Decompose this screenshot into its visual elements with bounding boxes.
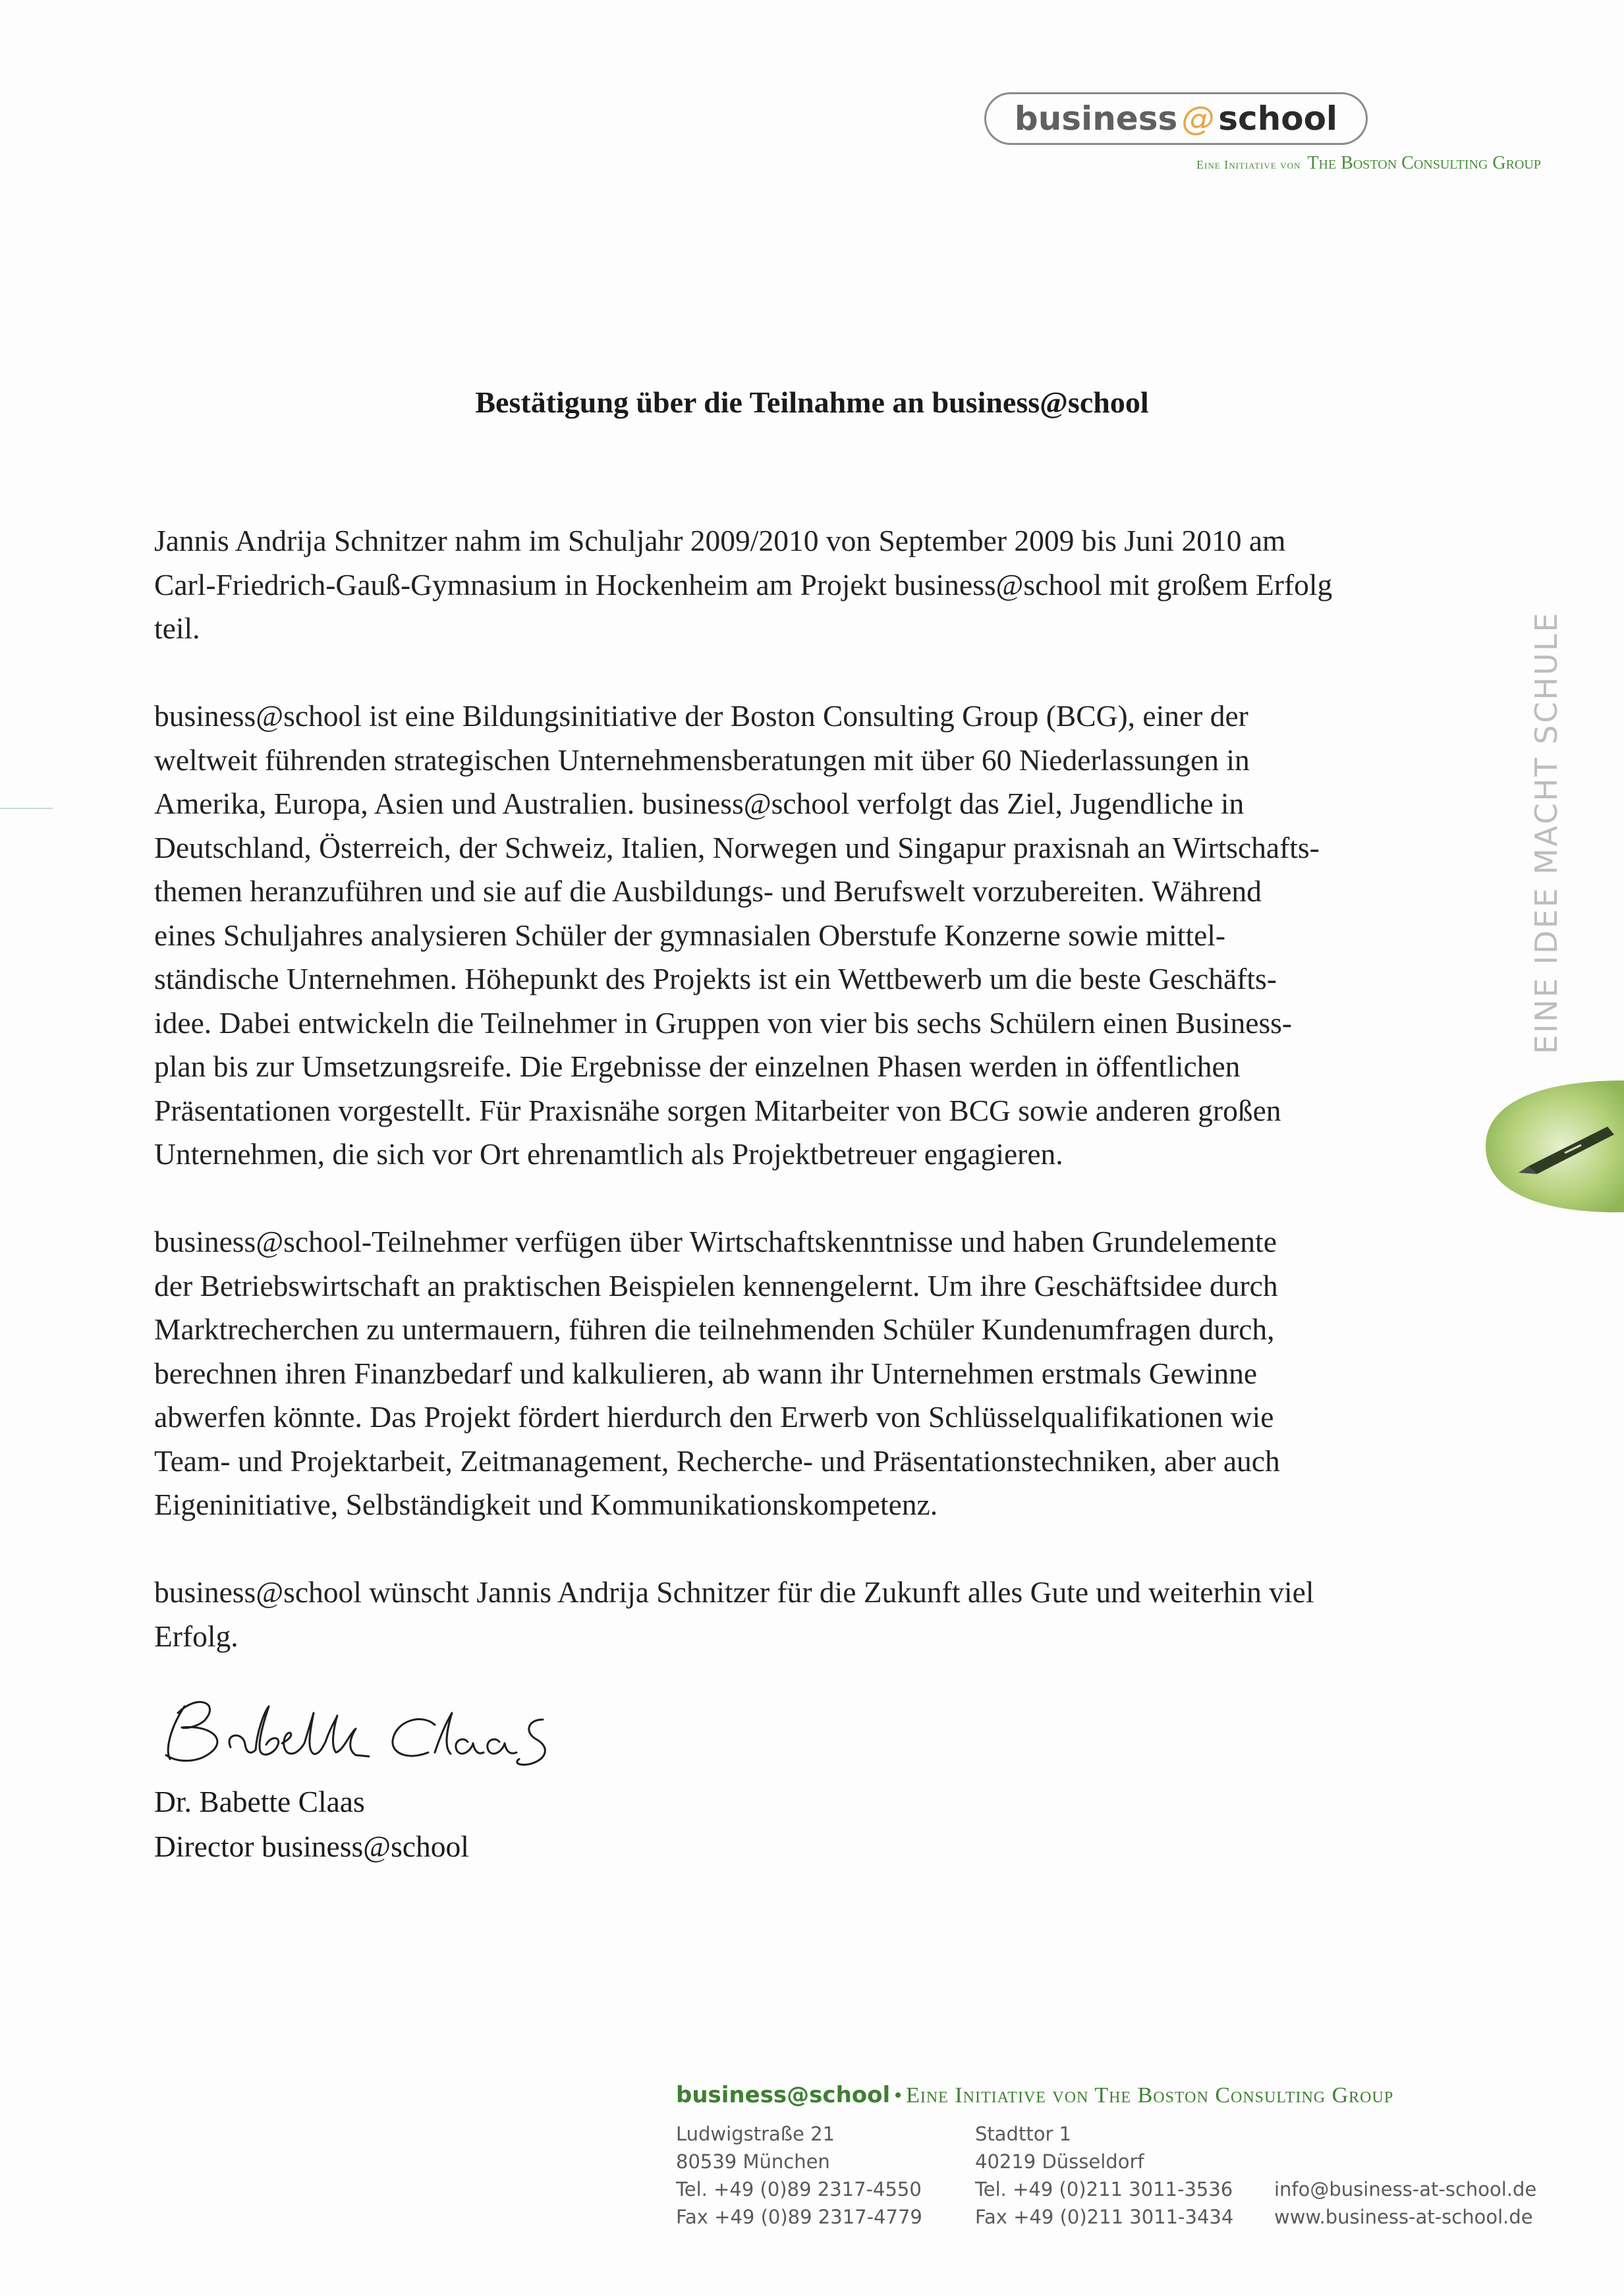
footer-heading xyxy=(676,2082,1393,2108)
address-street: Ludwigstraße 21 xyxy=(676,2123,835,2145)
logo-text-school: school xyxy=(1218,99,1338,138)
left-edge-mark xyxy=(0,808,53,809)
text-line: eines Schuljahres analysieren Schüler der gymnasialen Oberstufe Konzerne sowie mittel- xyxy=(154,918,1226,952)
footer-separator: • xyxy=(894,2083,903,2108)
text-line: Erfolg. xyxy=(154,1619,238,1653)
text-line: Carl-Friedrich-Gauß-Gymnasium in Hockenheim am Projekt business@school mit großem Erfolg xyxy=(154,567,1333,602)
text-line: themen heranzuführen und sie auf die Ausbildungs- und Berufswelt vorzubereiten. Während xyxy=(154,874,1262,908)
text-line: Amerika, Europa, Asien und Australien. business@school verfolgt das Ziel, Jugendliche in xyxy=(154,787,1245,820)
address-city: 80539 München xyxy=(676,2150,830,2173)
signatory-role: Director business@school xyxy=(154,1830,469,1863)
address-fax: Fax +49 (0)89 2317-4779 xyxy=(676,2206,922,2228)
side-slogan: EINE IDEE MACHT SCHULE xyxy=(1528,611,1564,1054)
logo-tagline xyxy=(1196,153,1541,174)
contact-website: www.business-at-school.de xyxy=(1274,2206,1533,2228)
logo-text-at: @ xyxy=(1181,99,1215,138)
footer-address-munich xyxy=(676,2120,922,2231)
text-line: Präsentationen vorgestellt. Für Praxisnähe sorgen Mitarbeiter von BCG sowie anderen großen xyxy=(154,1093,1281,1127)
paragraph-initiative-description xyxy=(154,694,1459,1177)
business-at-school-logo xyxy=(984,92,1368,145)
tagline-org: The Boston Consulting Group xyxy=(1307,153,1541,173)
text-line: der Betriebswirtschaft an praktischen Beispielen kennengelernt. Um ihre Geschäftsidee durch xyxy=(154,1268,1278,1302)
address-tel: Tel. +49 (0)89 2317-4550 xyxy=(676,2178,922,2200)
fountain-pen-icon xyxy=(1466,1067,1624,1225)
footer-address-dusseldorf xyxy=(975,2120,1233,2231)
text-line: ständische Unternehmen. Höhepunkt des Projekts ist ein Wettbewerb um die beste Geschäfts- xyxy=(154,962,1277,995)
address-city: 40219 Düsseldorf xyxy=(975,2150,1144,2173)
paragraph-participant-skills xyxy=(154,1220,1459,1527)
text-line: plan bis zur Umsetzungsreife. Die Ergebnisse der einzelnen Phasen werden in öffentlichen xyxy=(154,1050,1241,1083)
text-line: Marktrecherchen zu untermauern, führen die teilnehmenden Schüler Kundenumfragen durch, xyxy=(154,1312,1275,1346)
text-line: Jannis Andrija Schnitzer nahm im Schuljahr 2009/2010 von September 2009 bis Juni 2010 am xyxy=(154,524,1286,557)
paragraph-participation xyxy=(154,519,1459,651)
text-line: business@school-Teilnehmer verfügen über Wirtschaftskenntnisse und haben Grundelemente xyxy=(154,1225,1277,1258)
text-line: business@school ist eine Bildungsinitiative der Boston Consulting Group (BCG), einer der xyxy=(154,699,1248,733)
address-tel: Tel. +49 (0)211 3011-3536 xyxy=(975,2178,1233,2200)
text-line: berechnen ihren Finanzbedarf und kalkulieren, ab wann ihr Unternehmen erstmals Gewinne xyxy=(154,1356,1258,1390)
text-line: abwerfen könnte. Das Projekt fördert hierdurch den Erwerb von Schlüsselqualifikationen wie xyxy=(154,1400,1274,1434)
tagline-initiative: Eine Initiative von xyxy=(1196,158,1301,171)
contact-email: info@business-at-school.de xyxy=(1274,2178,1537,2200)
text-line: Unternehmen, die sich vor Ort ehrenamtlich als Projektbetreuer engagieren. xyxy=(154,1137,1063,1171)
footer-contact xyxy=(1274,2175,1536,2231)
text-line: teil. xyxy=(154,611,200,645)
footer-brand: business@school xyxy=(676,2082,891,2108)
address-street: Stadttor 1 xyxy=(975,2123,1072,2145)
text-line: Eigeninitiative, Selbständigkeit und Kommunikationskompetenz. xyxy=(154,1488,938,1521)
logo-text-business: business xyxy=(1014,99,1178,138)
text-line: Team- und Projektarbeit, Zeitmanagement, Recherche- und Präsentationstechniken, aber auch xyxy=(154,1443,1280,1478)
signatory-name: Dr. Babette Claas xyxy=(154,1785,365,1818)
text-line: weltweit führenden strategischen Unternehmensberatungen mit über 60 Niederlassungen in xyxy=(154,742,1250,777)
text-line: Deutschland, Österreich, der Schweiz, Italien, Norwegen und Singapur praxisnah an Wirtschafts- xyxy=(154,830,1320,864)
text-line: business@school wünscht Jannis Andrija Schnitzer für die Zukunft alles Gute und weiterhin viel xyxy=(154,1575,1314,1609)
footer-initiative: Eine Initiative von The Boston Consulting Group xyxy=(906,2083,1394,2108)
text-line: idee. Dabei entwickeln die Teilnehmer in Gruppen von vier bis sechs Schülern einen Business- xyxy=(154,1005,1293,1040)
handwritten-signature xyxy=(158,1687,659,1772)
page-title: Bestätigung über die Teilnahme an business@school xyxy=(475,385,1149,419)
paragraph-closing-wishes xyxy=(154,1571,1459,1658)
address-fax: Fax +49 (0)211 3011-3434 xyxy=(975,2206,1234,2228)
